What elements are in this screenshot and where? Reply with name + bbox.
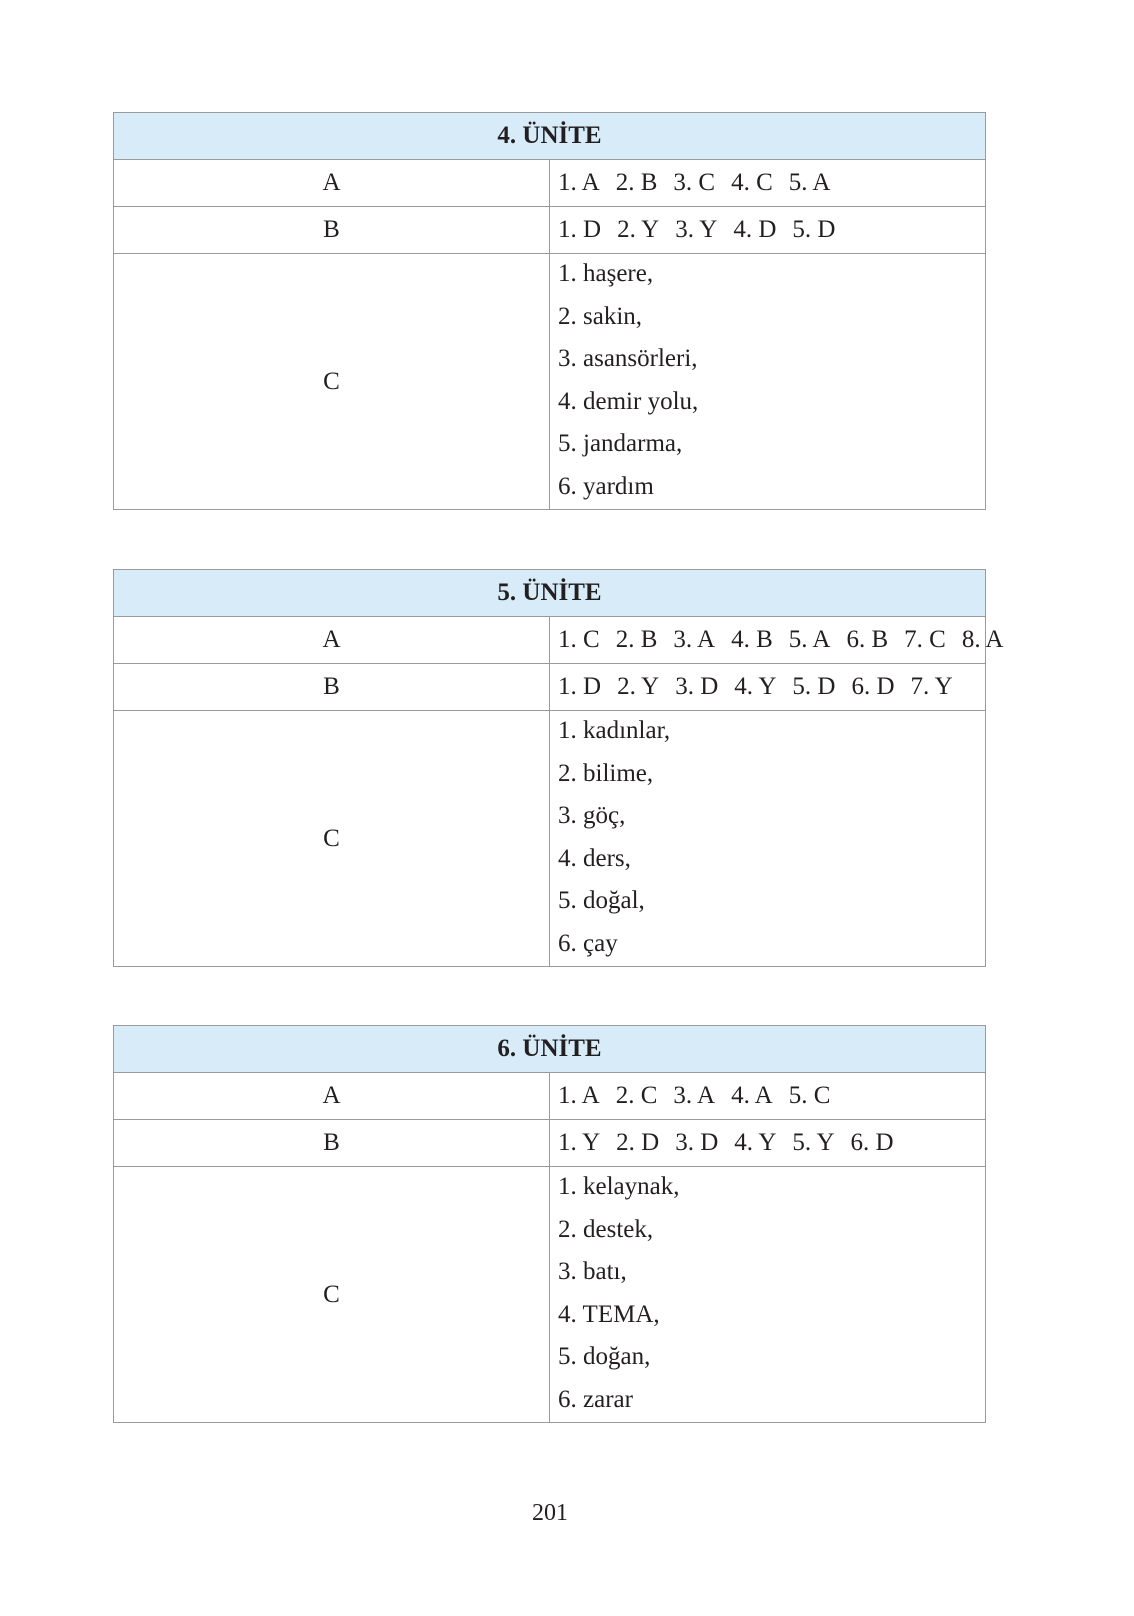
list-item: 3. göç, — [558, 802, 626, 829]
answer-row-c — [114, 711, 986, 967]
answer-item: 2. B — [615, 626, 658, 653]
answers — [550, 1073, 986, 1120]
fill-in-list — [558, 711, 985, 966]
answers — [550, 160, 986, 207]
row-label: B — [114, 1120, 550, 1167]
answer-item: 4. B — [731, 626, 773, 653]
answer-item: 5. D — [792, 673, 836, 700]
answer-item: 3. A — [673, 626, 716, 653]
unit-4-answer-table — [113, 112, 986, 510]
unit-5-answer-table — [113, 569, 1004, 967]
answer-item: 2. D — [616, 1129, 660, 1156]
answer-item: 1. A — [558, 169, 600, 196]
list-item: 6. çay — [558, 929, 618, 957]
list-item: 3. asansörleri, — [558, 345, 698, 372]
answer-item: 1. A — [558, 1082, 600, 1109]
answer-row-a — [114, 617, 986, 664]
page-number: 201 — [532, 1500, 568, 1526]
answer-item: 4. D — [733, 216, 777, 243]
answer-item: 5. D — [792, 216, 836, 243]
answer-item: 6. B — [846, 626, 889, 653]
answer-item: 6. D — [850, 1129, 894, 1156]
answer-item: 4. Y — [734, 673, 777, 700]
answer-item: 3. D — [675, 673, 719, 700]
answer-row-a — [114, 160, 986, 207]
answer-item: 4. Y — [734, 1129, 777, 1156]
answer-item: 3. C — [673, 169, 716, 196]
fill-in-list — [558, 254, 985, 509]
list-item: 1. kadınlar, — [558, 717, 671, 744]
answer-item: 1. C — [558, 626, 600, 653]
answers — [550, 207, 986, 254]
answers — [550, 254, 986, 510]
answer-row-b — [114, 664, 986, 711]
answer-item: 3. D — [675, 1129, 719, 1156]
answer-item: 5. A — [788, 626, 831, 653]
unit-title: 6. ÜNİTE — [114, 1026, 986, 1073]
answer-item: 3. Y — [675, 216, 718, 243]
list-item: 6. zarar — [558, 1385, 633, 1413]
answer-item: 2. Y — [617, 673, 660, 700]
list-item: 3. batı, — [558, 1258, 627, 1285]
list-item: 1. kelaynak, — [558, 1173, 680, 1200]
unit-6-answer-table — [113, 1025, 986, 1423]
answer-item: 2. C — [615, 1082, 658, 1109]
answer-item: 5. A — [788, 169, 831, 196]
unit-title: 4. ÜNİTE — [114, 113, 986, 160]
list-item: 5. doğan, — [558, 1343, 651, 1370]
answers — [550, 664, 986, 711]
row-label: C — [114, 1167, 550, 1423]
fill-in-list — [558, 1167, 985, 1422]
list-item: 2. sakin, — [558, 302, 643, 330]
row-label: C — [114, 254, 550, 510]
list-item: 2. bilime, — [558, 759, 654, 787]
answer-item: 7. C — [904, 626, 946, 653]
answer-row-c — [114, 1167, 986, 1423]
list-item: 4. demir yolu, — [558, 387, 699, 415]
list-item: 5. jandarma, — [558, 430, 683, 457]
answer-item: 8. A — [961, 626, 1004, 653]
answer-item: 1. D — [558, 673, 602, 700]
unit-title: 5. ÜNİTE — [114, 570, 986, 617]
answer-item: 4. C — [731, 169, 773, 196]
answer-item: 7. Y — [910, 673, 953, 700]
answer-row-b — [114, 207, 986, 254]
answer-item: 5. C — [788, 1082, 831, 1109]
answer-row-b — [114, 1120, 986, 1167]
answers — [550, 1167, 986, 1423]
answer-item: 1. D — [558, 216, 602, 243]
answer-item: 1. Y — [558, 1129, 601, 1156]
row-label: A — [114, 160, 550, 207]
row-label: A — [114, 1073, 550, 1120]
answer-item: 4. A — [731, 1082, 773, 1109]
list-item: 1. haşere, — [558, 260, 654, 287]
answer-item: 3. A — [673, 1082, 716, 1109]
answers — [550, 1120, 986, 1167]
answer-item: 2. Y — [617, 216, 660, 243]
row-label: B — [114, 664, 550, 711]
answer-item: 6. D — [851, 673, 895, 700]
answer-item: 2. B — [615, 169, 658, 196]
answer-row-c — [114, 254, 986, 510]
row-label: C — [114, 711, 550, 967]
list-item: 5. doğal, — [558, 887, 645, 914]
answer-item: 5. Y — [792, 1129, 835, 1156]
list-item: 6. yardım — [558, 472, 654, 500]
list-item: 4. TEMA, — [558, 1300, 660, 1328]
row-label: A — [114, 617, 550, 664]
answer-row-a — [114, 1073, 986, 1120]
list-item: 2. destek, — [558, 1215, 654, 1243]
answers — [550, 711, 986, 967]
row-label: B — [114, 207, 550, 254]
answers — [550, 617, 1004, 664]
list-item: 4. ders, — [558, 844, 631, 872]
